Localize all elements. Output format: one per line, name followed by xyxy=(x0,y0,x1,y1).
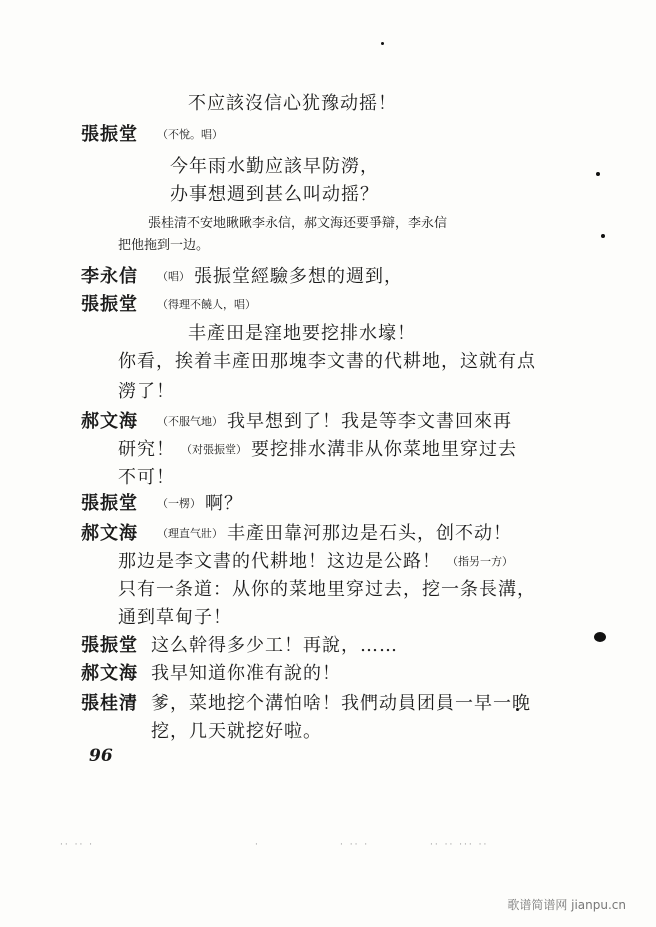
dialogue-text: 啊？ xyxy=(205,493,243,514)
scan-artifact-row: ·· ·· ··· ·· xyxy=(430,840,489,850)
dialogue-text: 澇了！ xyxy=(118,381,175,402)
speaker-name: 張振堂 xyxy=(81,294,138,315)
dialogue-line xyxy=(81,522,512,546)
dialogue-text: 通到草甸子！ xyxy=(118,607,232,628)
dialogue-line xyxy=(81,123,227,147)
stage-note: 張桂清不安地瞅瞅李永信，郝文海还要爭辯，李永信 xyxy=(148,216,448,231)
dialogue-line xyxy=(81,634,398,658)
scan-artifact-row: ·· ·· · xyxy=(60,840,95,850)
dialogue-text: 只有一条道：从你的菜地里穿过去，挖一条長溝， xyxy=(118,579,536,600)
lyric-line xyxy=(170,183,379,207)
stage-direction: （得理不饒人，唱） xyxy=(157,298,256,311)
dialogue-line xyxy=(118,380,175,404)
stage-note: 把他拖到一边。 xyxy=(118,238,210,253)
stage-direction: （不悅。唱） xyxy=(157,128,223,141)
dialogue-line xyxy=(118,550,517,574)
scan-speck xyxy=(594,632,606,642)
stage-direction: （理直气壯） xyxy=(157,527,223,540)
dialogue-text: 我早知道你准有說的！ xyxy=(151,663,341,684)
speaker-name: 郝文海 xyxy=(81,663,138,684)
dialogue-line xyxy=(81,410,512,434)
scan-speck xyxy=(601,234,605,238)
dialogue-line xyxy=(118,606,232,630)
dialogue-text: 你看，挨着丰產田那塊李文書的代耕地，这就有点 xyxy=(118,351,536,372)
stage-direction: （指另一方） xyxy=(447,555,513,568)
speaker-name: 張振堂 xyxy=(81,493,138,514)
dialogue-line xyxy=(118,438,517,462)
dialogue-line xyxy=(118,466,175,490)
dialogue-text: 要挖排水溝非从你菜地里穿过去 xyxy=(251,439,517,460)
dialogue-line xyxy=(118,350,536,374)
speaker-name: 郝文海 xyxy=(81,523,138,544)
dialogue-text: 張振堂經驗多想的週到， xyxy=(194,266,403,287)
scan-speck xyxy=(596,172,600,176)
dialogue-text: 爹，菜地挖个溝怕啥！我們动員团員一早一晚 xyxy=(151,693,531,714)
dialogue-line xyxy=(81,662,341,686)
dialogue-text: 挖，几天就挖好啦。 xyxy=(151,721,322,742)
dialogue-line xyxy=(81,692,531,716)
speaker-name: 張振堂 xyxy=(81,124,138,145)
lyric-text: 办事想週到甚么叫动摇？ xyxy=(170,184,379,205)
dialogue-text: 丰產田靠河那边是石头，创不动！ xyxy=(227,523,512,544)
dialogue-line xyxy=(81,492,243,516)
dialogue-text: 这么幹得多少工！再說，…… xyxy=(151,635,398,656)
dialogue-text: 那边是李文書的代耕地！这边是公路！ xyxy=(118,551,441,572)
lyric-text: 今年雨水勤应該早防澇， xyxy=(170,156,379,177)
speaker-name: 張桂清 xyxy=(81,693,138,714)
dialogue-text: 不可！ xyxy=(118,467,175,488)
speaker-name: 李永信 xyxy=(81,266,138,287)
stage-direction: （一楞） xyxy=(157,497,201,510)
lyric-line xyxy=(188,322,416,346)
scan-artifact-row: · ·· · xyxy=(340,840,370,850)
dialogue-text: 我早想到了！我是等李文書回來再 xyxy=(227,411,512,432)
speaker-name: 郝文海 xyxy=(81,411,138,432)
site-watermark: 歌谱简谱网 jianpu.cn xyxy=(507,898,626,912)
dialogue-text: 研究！ xyxy=(118,439,175,460)
dialogue-line xyxy=(81,293,260,317)
scan-speck xyxy=(381,42,384,45)
page-number: 96 xyxy=(89,746,113,766)
dialogue-line xyxy=(118,578,536,602)
lyric-line xyxy=(188,92,397,116)
lyric-line xyxy=(170,155,379,179)
lyric-text: 不应該沒信心犹豫动摇！ xyxy=(188,93,397,114)
speaker-name: 張振堂 xyxy=(81,635,138,656)
stage-direction: （对張振堂） xyxy=(181,443,247,456)
dialogue-line xyxy=(81,265,403,289)
lyric-text: 丰產田是窪地要挖排水壕！ xyxy=(188,323,416,344)
dialogue-line xyxy=(151,720,322,744)
stage-direction: （不服气地） xyxy=(157,415,223,428)
stage-direction: （唱） xyxy=(157,270,190,283)
scan-artifact-row: · xyxy=(255,840,260,850)
